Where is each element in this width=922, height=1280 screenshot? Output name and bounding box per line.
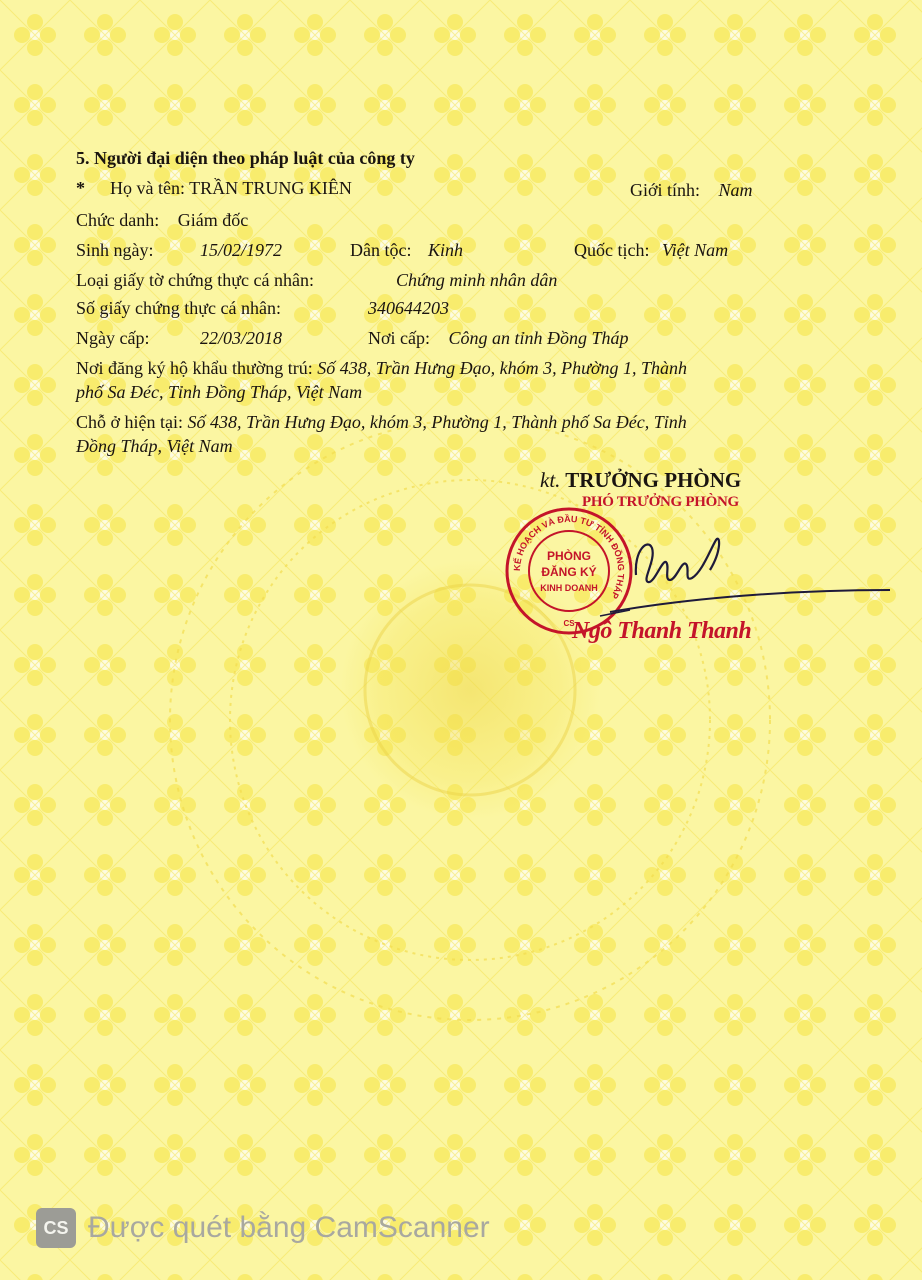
permanent-address-line2: phố Sa Đéc, Tỉnh Đồng Tháp, Việt Nam bbox=[76, 382, 363, 402]
camscanner-watermark bbox=[36, 1206, 490, 1250]
nationality-value: Việt Nam bbox=[661, 240, 729, 260]
bullet: * bbox=[76, 178, 85, 198]
permanent-address-label: Nơi đăng ký hộ khẩu thường trú: bbox=[76, 358, 313, 378]
signer-title: TRƯỞNG PHÒNG bbox=[565, 468, 742, 492]
position-row bbox=[76, 210, 248, 231]
permanent-address-line1: Số 438, Trần Hưng Đạo, khóm 3, Phường 1, Thành bbox=[317, 358, 688, 378]
name-value: TRẦN TRUNG KIÊN bbox=[189, 178, 352, 198]
deputy-title-stamp: PHÓ TRƯỞNG PHÒNG bbox=[582, 494, 739, 510]
section-title: 5. Người đại diện theo pháp luật của công ty bbox=[76, 148, 415, 168]
position-label: Chức danh: bbox=[76, 210, 160, 230]
id-number-value: 340644203 bbox=[368, 298, 449, 318]
dob-value: 15/02/1972 bbox=[200, 240, 283, 260]
gender-value: Nam bbox=[718, 180, 753, 200]
stamp-line1: PHÒNG bbox=[546, 549, 592, 563]
id-number-field bbox=[76, 298, 281, 319]
issue-place-label: Nơi cấp: bbox=[368, 328, 430, 348]
id-number-label: Số giấy chứng thực cá nhân: bbox=[76, 298, 281, 318]
signer-prefix: kt. bbox=[540, 468, 561, 492]
id-type-field bbox=[76, 270, 314, 291]
stamp-line3: KINH DOANH bbox=[540, 583, 598, 593]
dob-field bbox=[76, 240, 154, 261]
watermark-text: Được quét bằng CamScanner bbox=[88, 1211, 490, 1244]
nationality-label: Quốc tịch: bbox=[574, 240, 650, 260]
issue-date-value: 22/03/2018 bbox=[200, 328, 283, 348]
stamp-bottom-text: CS bbox=[563, 619, 575, 628]
issue-date-label: Ngày cấp: bbox=[76, 328, 150, 348]
signer-name: Ngô Thanh Thanh bbox=[572, 618, 752, 644]
position-value: Giám đốc bbox=[177, 210, 249, 230]
gender-field bbox=[630, 180, 753, 201]
name-label: Họ và tên: bbox=[110, 178, 185, 198]
ethnic-value: Kinh bbox=[427, 240, 463, 260]
id-type-label: Loại giấy tờ chứng thực cá nhân: bbox=[76, 270, 314, 290]
stamp-line2: ĐĂNG KÝ bbox=[541, 565, 597, 579]
nationality-field bbox=[574, 240, 728, 261]
current-address-label: Chỗ ở hiện tại: bbox=[76, 412, 184, 432]
signer-title-block bbox=[540, 468, 741, 493]
permanent-address-row bbox=[76, 358, 687, 379]
name-row bbox=[76, 178, 352, 199]
current-address-line1: Số 438, Trần Hưng Đạo, khóm 3, Phường 1, Thành phố Sa Đéc, Tỉnh bbox=[187, 412, 687, 432]
issue-place-field bbox=[368, 328, 629, 349]
dob-label: Sinh ngày: bbox=[76, 240, 154, 260]
issue-date-field bbox=[76, 328, 149, 349]
gender-label: Giới tính: bbox=[630, 180, 701, 200]
current-address-line2: Đồng Tháp, Việt Nam bbox=[76, 436, 233, 456]
ethnic-field bbox=[350, 240, 463, 261]
current-address-row bbox=[76, 412, 687, 433]
camscanner-logo-icon: CS bbox=[36, 1208, 76, 1248]
issue-place-value: Công an tỉnh Đồng Tháp bbox=[448, 328, 629, 348]
id-type-value: Chứng minh nhân dân bbox=[396, 270, 558, 290]
ethnic-label: Dân tộc: bbox=[350, 240, 412, 260]
stamp-ring-text: KẾ HOẠCH VÀ ĐẦU TƯ TỈNH ĐỒNG THÁP bbox=[511, 513, 627, 601]
